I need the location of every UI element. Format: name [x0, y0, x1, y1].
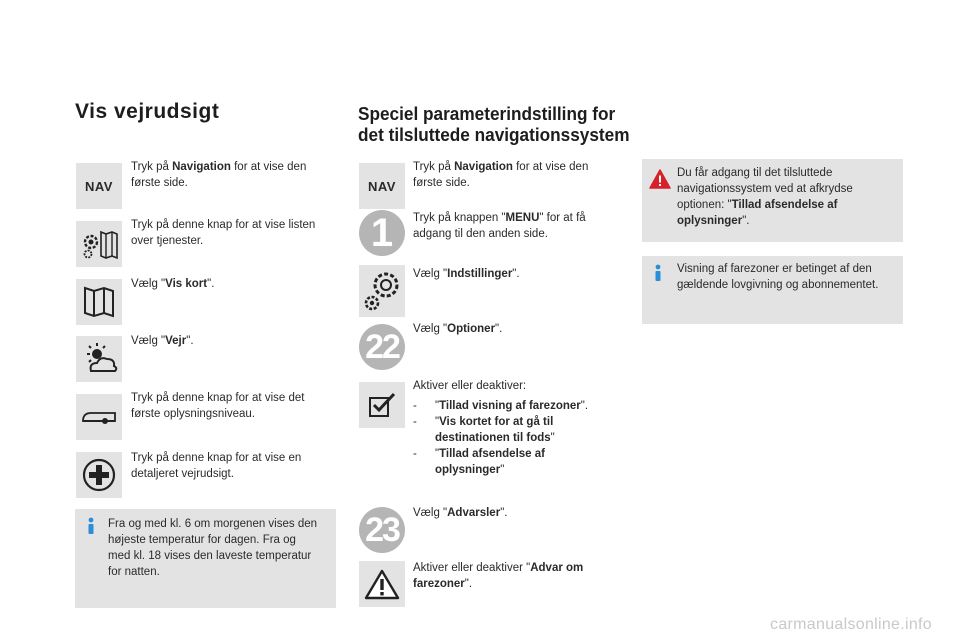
checkbox-icon: [359, 382, 405, 428]
middle-step-6: Vælg "Advarsler".: [413, 507, 508, 519]
step-badge-22: 22: [359, 324, 405, 370]
left-step-6: Tryk på denne knap for at vise en detaljeret vejrudsigt.: [131, 452, 302, 480]
left-step-3: Vælg "Vis kort".: [131, 278, 215, 290]
middle-step-3: Vælg "Indstillinger".: [413, 268, 520, 280]
settings-list-icon: [76, 221, 122, 267]
nav-button-icon: [76, 163, 122, 209]
option-item: - "Vis kortet for at gå til destinationen til fods": [413, 416, 555, 444]
nav-label: NAV: [368, 178, 396, 194]
middle-step-4: Vælg "Optioner".: [413, 323, 503, 335]
left-step-4: Vælg "Vejr".: [131, 335, 194, 347]
warning-box: [642, 159, 903, 242]
plus-icon: [76, 452, 122, 498]
right-info-text: Visning af farezoner er betinget af den gældende lovgivning og abonnementet.: [677, 263, 879, 291]
left-step-1: Tryk på Navigation for at vise den første side.: [131, 161, 307, 189]
info-icon: [83, 517, 99, 535]
left-title: Vis vejrudsigt: [75, 100, 220, 123]
watermark: carmanualsonline.info: [770, 616, 932, 633]
left-step-5: Tryk på denne knap for at vise det første oplysningsniveau.: [131, 392, 305, 420]
warning-alert-icon: [649, 169, 671, 189]
warning-text: Du får adgang til det tilsluttede navigationssystem ved at afkrydse optionen: "Tillad afsendelse af oplysninger".: [677, 167, 853, 227]
step-badge-23: 23: [359, 507, 405, 553]
info-icon: [650, 264, 666, 282]
nav-button-icon-2: [359, 163, 405, 209]
middle-step-5: Aktiver eller deaktiver: - "Tillad visning af farezoner". - "Vis kortet for at gå til destinationen til fods" - "Tillad afsendelse af oplysninger": [413, 378, 613, 478]
middle-step-7: Aktiver eller deaktiver "Advar om farezoner".: [413, 562, 584, 590]
option-item: - "Tillad afsendelse af oplysninger": [413, 448, 545, 476]
middle-step-1: Tryk på Navigation for at vise den første side.: [413, 161, 589, 189]
settings-gear-icon: [359, 265, 405, 317]
map-icon: [76, 279, 122, 325]
option-item: - "Tillad visning af farezoner".: [413, 400, 589, 412]
first-level-icon: [76, 394, 122, 440]
warning-icon: [359, 561, 405, 607]
left-info-box: [75, 509, 336, 608]
left-step-2: Tryk på denne knap for at vise listen over tjenester.: [131, 219, 316, 247]
nav-label: NAV: [85, 178, 113, 194]
step-badge-1: 1: [359, 210, 405, 256]
middle-step-2: Tryk på knappen "MENU" for at få adgang til den anden side.: [413, 212, 586, 240]
weather-icon: [76, 336, 122, 382]
middle-title: Speciel parameterindstilling for det tilsluttede navigationssystem: [358, 103, 630, 145]
right-info-box: [642, 256, 903, 324]
left-info-text: Fra og med kl. 6 om morgenen vises den højeste temperatur for dagen. Fra og med kl. 18 vises den laveste temperatur for natten.: [108, 518, 318, 578]
